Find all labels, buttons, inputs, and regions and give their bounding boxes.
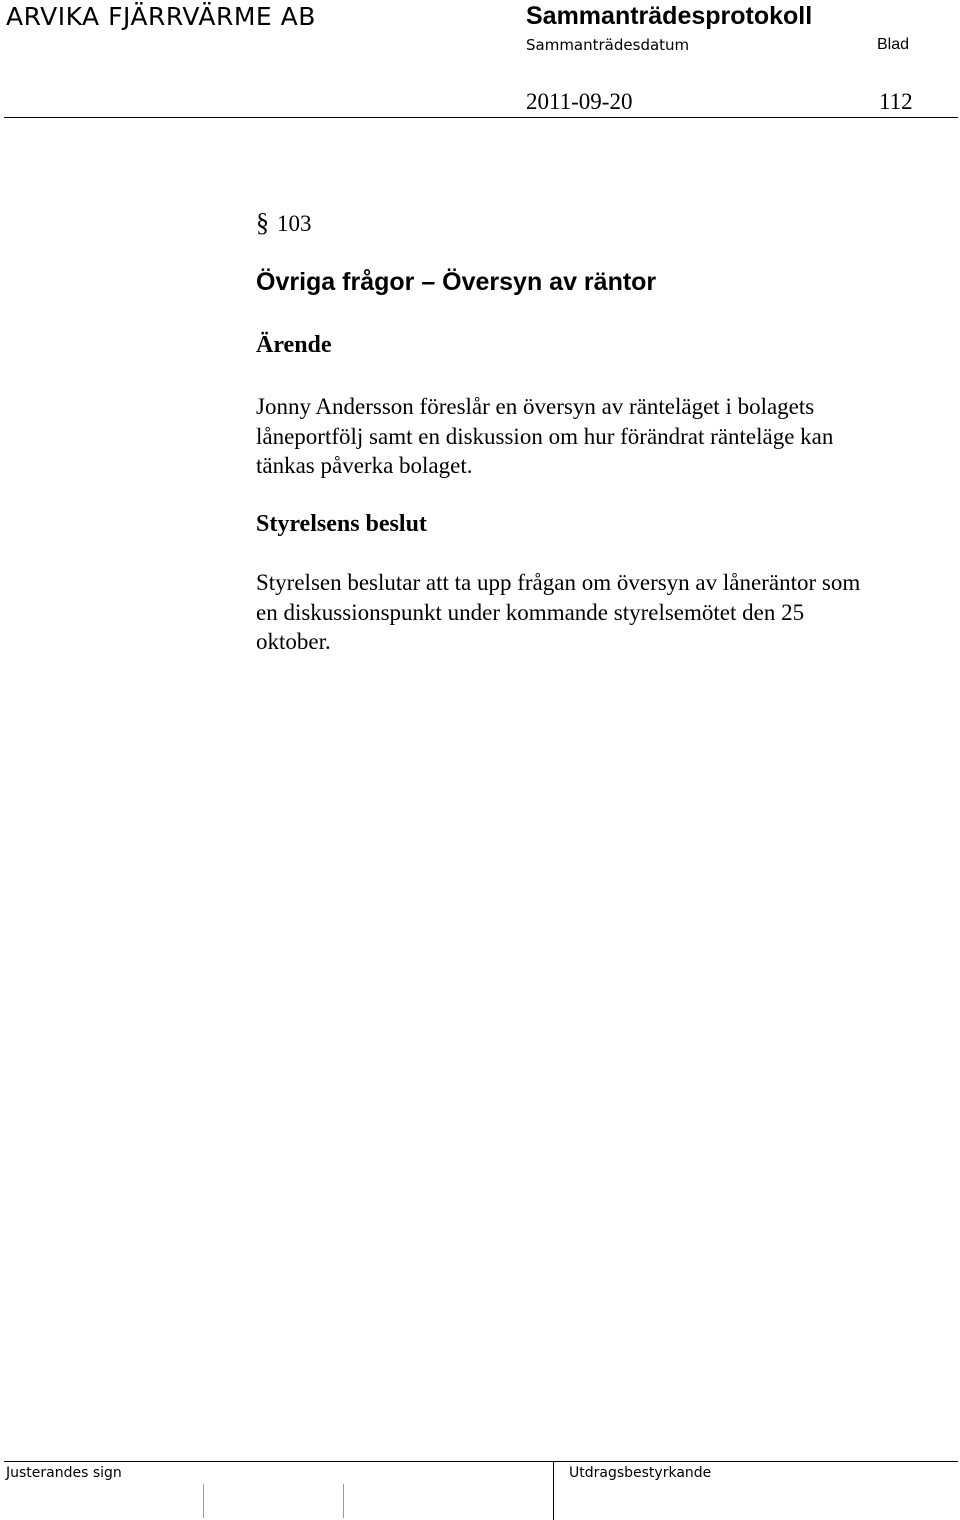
meeting-date: 2011-09-20 xyxy=(526,89,633,114)
company-name: ARVIKA FJÄRRVÄRME AB xyxy=(6,2,316,31)
decision-line: Styrelsen beslutar att ta upp frågan om översyn av låneräntor som xyxy=(256,570,861,595)
page-number: 112 xyxy=(879,89,913,114)
arende-text xyxy=(256,392,946,481)
decision-heading: Styrelsens beslut xyxy=(256,511,427,537)
footer-column-divider xyxy=(553,1462,554,1520)
section-number xyxy=(256,208,312,238)
section-title: Övriga frågor – Översyn av räntor xyxy=(256,268,657,296)
signature-label: Justerandes sign xyxy=(6,1465,122,1481)
certified-copy-label: Utdragsbestyrkande xyxy=(569,1465,712,1481)
arende-line: tänkas påverka bolaget. xyxy=(256,453,473,478)
arende-heading: Ärende xyxy=(256,332,332,358)
decision-line: en diskussionspunkt under kommande styrelsemötet den 25 xyxy=(256,599,805,625)
section-symbol: § xyxy=(256,208,269,237)
document-type: Sammanträdesprotokoll xyxy=(526,2,813,30)
page-label: Blad xyxy=(877,36,910,53)
arende-line: låneportfölj samt en diskussion om hur förändrat ränteläge kan xyxy=(256,423,834,449)
arende-line: Jonny Andersson föreslår en översyn av ränteläget i bolagets xyxy=(256,394,815,419)
decision-text xyxy=(256,568,946,657)
section-number-value: 103 xyxy=(277,211,312,236)
footer-divider xyxy=(4,1461,958,1462)
signature-box-divider xyxy=(343,1484,344,1518)
meeting-date-label: Sammanträdesdatum xyxy=(526,36,690,54)
decision-line: oktober. xyxy=(256,629,331,654)
header-divider xyxy=(4,117,958,118)
signature-box-divider xyxy=(203,1484,204,1518)
